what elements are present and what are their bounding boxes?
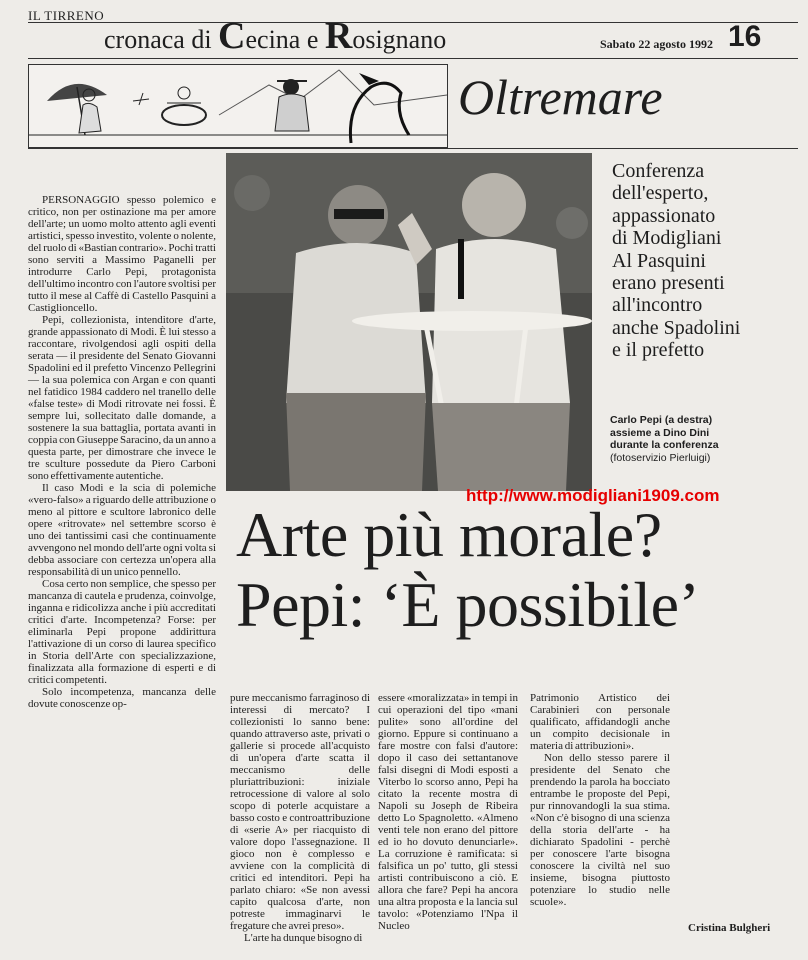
paragraph: Pepi, collezionista, intenditore d'arte, grande appassionato di Modi. È lui stesso a raccontare, rivolgendosi agli ospiti della serata — il presidente del Senato Giovanni Spadolini ed il prefetto Vincenzo Pellegrini — la sua polemica con Argan e con quanti nel fatidico 1984 caddero nel tranello delle «false teste» di Modi ritrovate nei fossi. È sempre lui, sollecitato dalle domande, a sostenere la sua battaglia, portata avanti in coppia con Giuseppe Saracino, da un anno a questa parte, per dimostrare che invece le tre sculture possedute da Piero Carboni sono effettivamente autentiche. [28, 314, 216, 482]
beach-cartoon-illustration [28, 64, 448, 148]
article-column-1 [28, 194, 216, 710]
deck-line: e il prefetto [612, 339, 705, 362]
paragraph: essere «moralizzata» in tempi in cui operazioni del tipo «mani pulite» sono all'ordine del giorno. Eppure si continuano a fare mostre con falsi d'autore: dopo il caso dei settantanove falsi disegni di Modi esposti a Viterbo lo scorso anno, Pepi ha citato la recente mostra di Napoli su Joseph de Ribeira detto Lo Spagnoletto. «Almeno venti tele non erano del pittore ed io ho dovuto denunciarle». La corruzione è ramificata: si falsifica un po' tutto, gli stessi artisti contribuiscono a ciò. E allora che fare? Pepi ha ancora una altra proposta e la lancia sul tavolo: «Potenziamo l'Npa il Nucleo [378, 692, 518, 932]
paragraph: L'arte ha dunque bisogno di [244, 932, 363, 944]
paragraph: Solo incompetenza, mancanza delle dovute conoscenze op- [28, 686, 216, 710]
section-initial-r: R [324, 15, 353, 57]
deck-line: Conferenza [612, 160, 705, 182]
paragraph: Non dello stesso parere il presidente del Senato che prendendo la parola ha bocciato entrambe le proposte del Pepi, pur rinnovandogli la sua stima. «Non c'è bisogno di una scienza della storia dell'arte - ha dichiarato Spadolini - perchè per conoscere l'arte bisogna conoscere la civiltà nel suo insieme, bisogna piuttosto potenziare lo studio nelle scuole». [530, 752, 670, 908]
author-signature: Cristina Bulgheri [688, 922, 771, 934]
photo-caption [610, 414, 800, 464]
deck-line: Al Pasquini [612, 249, 706, 272]
headline-line-1: Arte più morale? [236, 499, 662, 570]
deck-line: appassionato [612, 204, 716, 227]
masthead-rule [28, 58, 798, 59]
section-title-part: osignano [352, 25, 447, 54]
photo-credit: (fotoservizio Pierluigi) [610, 451, 711, 464]
article-column-3 [378, 692, 518, 932]
deck-line: dell'esperto, [612, 182, 709, 205]
section-title [104, 15, 447, 57]
watermark-url-link[interactable]: http://www.modigliani1909.com [466, 486, 720, 505]
article-column-2 [230, 692, 370, 944]
issue-date: Sabato 22 agosto 1992 [600, 37, 714, 51]
deck-line: erano presenti [612, 272, 725, 295]
deck-line: anche Spadolini [612, 316, 741, 339]
article-column-4 [530, 692, 670, 908]
section-title-part: ecina e [245, 25, 325, 54]
conference-photo [226, 153, 592, 491]
section-title-part: cronaca di [104, 25, 219, 54]
page-number: 16 [728, 20, 762, 53]
rubric-rule [28, 148, 798, 149]
caption-line: Carlo Pepi (a destra) [610, 414, 713, 426]
paragraph: PERSONAGGIO spesso polemico e critico, non per ostinazione ma per amore dell'arte; un uomo molto attento agli eventi artistici, spesso investito, volente o nolente, del ruolo di «Bastian contrario». Pochi tratti sono serviti a Massimo Paganelli per introdurre Carlo Pepi, protagonista dell'ultimo incontro con l'autore svoltisi per tutto il mese al Caffè di Castello Pasquini a Castiglioncello. [28, 194, 216, 314]
caption-line: assieme a Dino Dini [610, 426, 710, 439]
masthead [28, 4, 798, 56]
paragraph: pure meccanismo farraginoso di interessi di mercato? I collezionisti lo sanno bene: quando attraverso aste, privati o gallerie si procede all'acquisto di un'opera d'arte scatta il meccanismo delle pluriattribuzioni: iniziale retrocessione di valore al solo scopo di poterle acquistare a basso costo e controattribuzione di «serie A» per riacquisto di valore dopo l'assegnazione. Il gioco non è complesso e avviene con la complicità di critici ed intenditori. Pepi ha parlato chiaro: «Se non avessi capito qualcosa d'arte, non potreste immaginarvi le fregature che avrei preso». [230, 692, 370, 932]
paragraph: Patrimonio Artistico dei Carabinieri con personale qualificato, affidandogli anche un compito decisionale in materia di attribuzioni». [530, 692, 670, 752]
deck-line: di Modigliani [612, 227, 722, 250]
paragraph: Il caso Modi e la scia di polemiche «vero-falso» a riguardo delle attribuzione o meno al pittore e scultore labronico delle opere «ritrovate» nel settembre scorso è uno dei tantissimi casi che continuamente avvengono nel mondo dell'arte ogni volta si debba associare con certezza un'opera alla responsabilità di un unico pennello. [28, 482, 216, 578]
caption-line: durante la conferenza [610, 439, 719, 451]
headline [236, 500, 802, 640]
section-rubric: Oltremare [458, 69, 663, 125]
headline-line-2: Pepi: ‘È possibile’ [236, 569, 700, 640]
newspaper-name: IL TIRRENO [28, 8, 105, 23]
article-deck [612, 160, 802, 362]
deck-line: all'incontro [612, 294, 703, 317]
section-initial-c: C [218, 15, 246, 57]
paragraph: Cosa certo non semplice, che spesso per mancanza di cautela e prudenza, coinvolge, inganna e ridicolizza anche i più accreditati critici d'arte. Incompetenza? Forse: per eliminarla Pepi propone addirittura l'attivazione di un corso di laurea specifico in Storia dell'Arte con specializzazione, finalizzata alla formazione di esperti e di critici competenti. [28, 578, 216, 686]
